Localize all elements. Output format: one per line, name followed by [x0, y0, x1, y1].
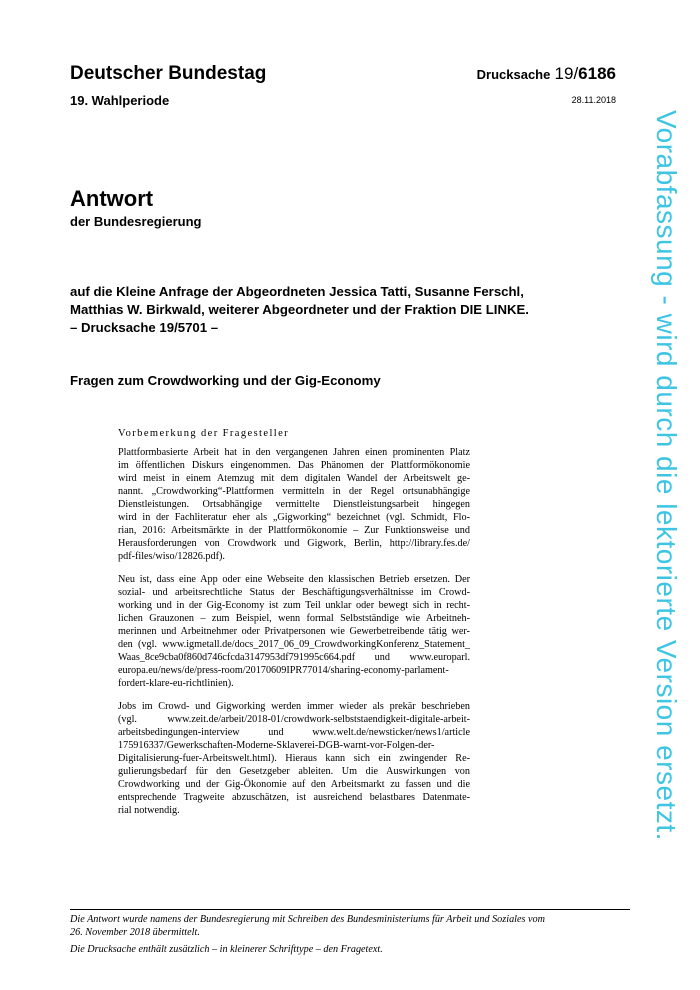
text-line: wird in der Fachliteratur eher als „Gigworking“ bezeichnet (vgl. Schmidt, Flo- — [118, 512, 470, 523]
text-line: nannt. „Crowdworking“-Plattformen vermitteln in der Regel ortsunabhängige — [118, 486, 470, 497]
text-line: entsprechende Tragweite abzuschätzen, ist ausreichend belastbares Datenmate- — [118, 792, 470, 803]
document-label: Drucksache — [476, 67, 551, 82]
footer-notes — [70, 913, 630, 960]
text-line: pdf-files/wiso/12826.pdf). — [118, 551, 225, 562]
text-line: europa.eu/news/de/press-room/20170609IPR77014/sharing-economy-parlament- — [118, 665, 449, 676]
footer-note — [70, 913, 630, 939]
text-line: wird meist in einem Atemzug mit dem digitalen Wandel der Arbeitswelt ge- — [118, 473, 470, 484]
topic-heading: Fragen zum Crowdworking und der Gig-Economy — [70, 373, 381, 388]
text-line: Neu ist, dass eine App oder eine Webseite den klassischen Betrieb ersetzen. Der — [118, 574, 470, 585]
watermark — [644, 110, 684, 900]
text-line: 175916337/Gewerkschaften-Moderne-Sklaverei-DGB-warnt-vor-Folgen-der- — [118, 740, 435, 751]
document-id — [555, 64, 616, 83]
text-line: Waas_8ce9cba0f860d746cfcda3147953df791995c664.pdf und www.europarl. — [118, 652, 470, 663]
text-line: rial notwendig. — [118, 805, 180, 816]
inquiry-line: auf die Kleine Anfrage der Abgeordneten Jessica Tatti, Susanne Ferschl, — [70, 284, 524, 299]
document-number-bold: 6186 — [578, 64, 616, 83]
text-line: (vgl. www.zeit.de/arbeit/2018-01/crowdwork-selbststaendigkeit-digitale-arbeit- — [118, 714, 470, 725]
text-line: Crowdworking und der Gig-Ökonomie auf den Arbeitsmarkt zu fassen und die — [118, 779, 470, 790]
preliminary-heading: Vorbemerkung der Fragesteller — [118, 428, 290, 439]
text-line: Dienstleistungen. Ortsabhängige vermittelte Dienstleistungsarbeit hingegen — [118, 499, 470, 510]
text-line: den (vgl. www.igmetall.de/docs_2017_06_09_CrowdworkingKonferenz_Statement_ — [118, 639, 470, 650]
inquiry-line: Matthias W. Birkwald, weiterer Abgeordneter und der Fraktion DIE LINKE. — [70, 302, 529, 317]
text-line: gulierungsbedarf für den Gesetzgeber ableiten. Um die Auswirkungen von — [118, 766, 470, 777]
inquiry-line: – Drucksache 19/5701 – — [70, 320, 219, 335]
organization-name: Deutscher Bundestag — [70, 63, 267, 84]
page-title: Antwort — [70, 186, 154, 211]
text-line: im öffentlichen Diskurs eingenommen. Das Phänomen der Plattformökonomie — [118, 460, 470, 471]
footer-note: Die Drucksache enthält zusätzlich – in kleinerer Schrifttype – den Fragetext. — [70, 944, 383, 955]
text-line: Plattformbasierte Arbeit hat in den vergangenen Jahren einen prominenten Platz — [118, 447, 470, 458]
paragraph — [118, 573, 470, 690]
text-line: fordert-klare-eu-richtlinien). — [118, 678, 234, 689]
paragraph — [118, 700, 470, 817]
inquiry-block — [70, 283, 590, 337]
text-line: arbeitsbedingungen-interview und www.welt.de/newsticker/news1/article — [118, 727, 470, 738]
document-prefix: 19/ — [554, 64, 579, 83]
watermark-text: Vorabfassung - wird durch die lektorierte Version ersetzt. — [651, 110, 682, 841]
text-line: merinnen und Arbeitnehmer oder Privatpersonen wie Gewerbetreibende tätig wer- — [118, 626, 470, 637]
footer-divider — [70, 909, 630, 910]
paragraph — [118, 446, 470, 563]
document-date: 28.11.2018 — [571, 95, 616, 105]
text-line: sozial- und arbeitsrechtliche Status der Beschäftigungsverhältnisse im Crowd- — [118, 587, 470, 598]
text-line: Herausforderungen von Crowdwork und Gigwork, Berlin, http://library.fes.de/ — [118, 538, 470, 549]
footer-line: 26. November 2018 übermittelt. — [70, 927, 200, 938]
text-line: Digitalisierung-fuer-Arbeitswelt.html). Hieraus kann sich ein zwingender Re- — [118, 753, 470, 764]
document-number — [477, 64, 616, 84]
text-line: working und in der Gig-Economy ist zum Teil unklar oder bewegt sich in recht- — [118, 600, 470, 611]
text-line: Jobs im Crowd- und Gigworking werden immer wieder als prekär beschrieben — [118, 701, 470, 712]
preliminary-remarks — [118, 428, 470, 827]
footer-line: Die Antwort wurde namens der Bundesregierung mit Schreiben des Bundesministeriums für Arbeit und Soziales vom — [70, 914, 545, 925]
page-subtitle: der Bundesregierung — [70, 214, 202, 229]
text-line: rian, 2016: Arbeitsmärkte in der Plattformökonomie – Zur Funktionsweise und — [118, 525, 470, 536]
text-line: lichen Grauzonen – zum Beispiel, wenn formal Selbstständige wie Arbeitneh- — [118, 613, 470, 624]
electoral-period: 19. Wahlperiode — [70, 93, 170, 108]
